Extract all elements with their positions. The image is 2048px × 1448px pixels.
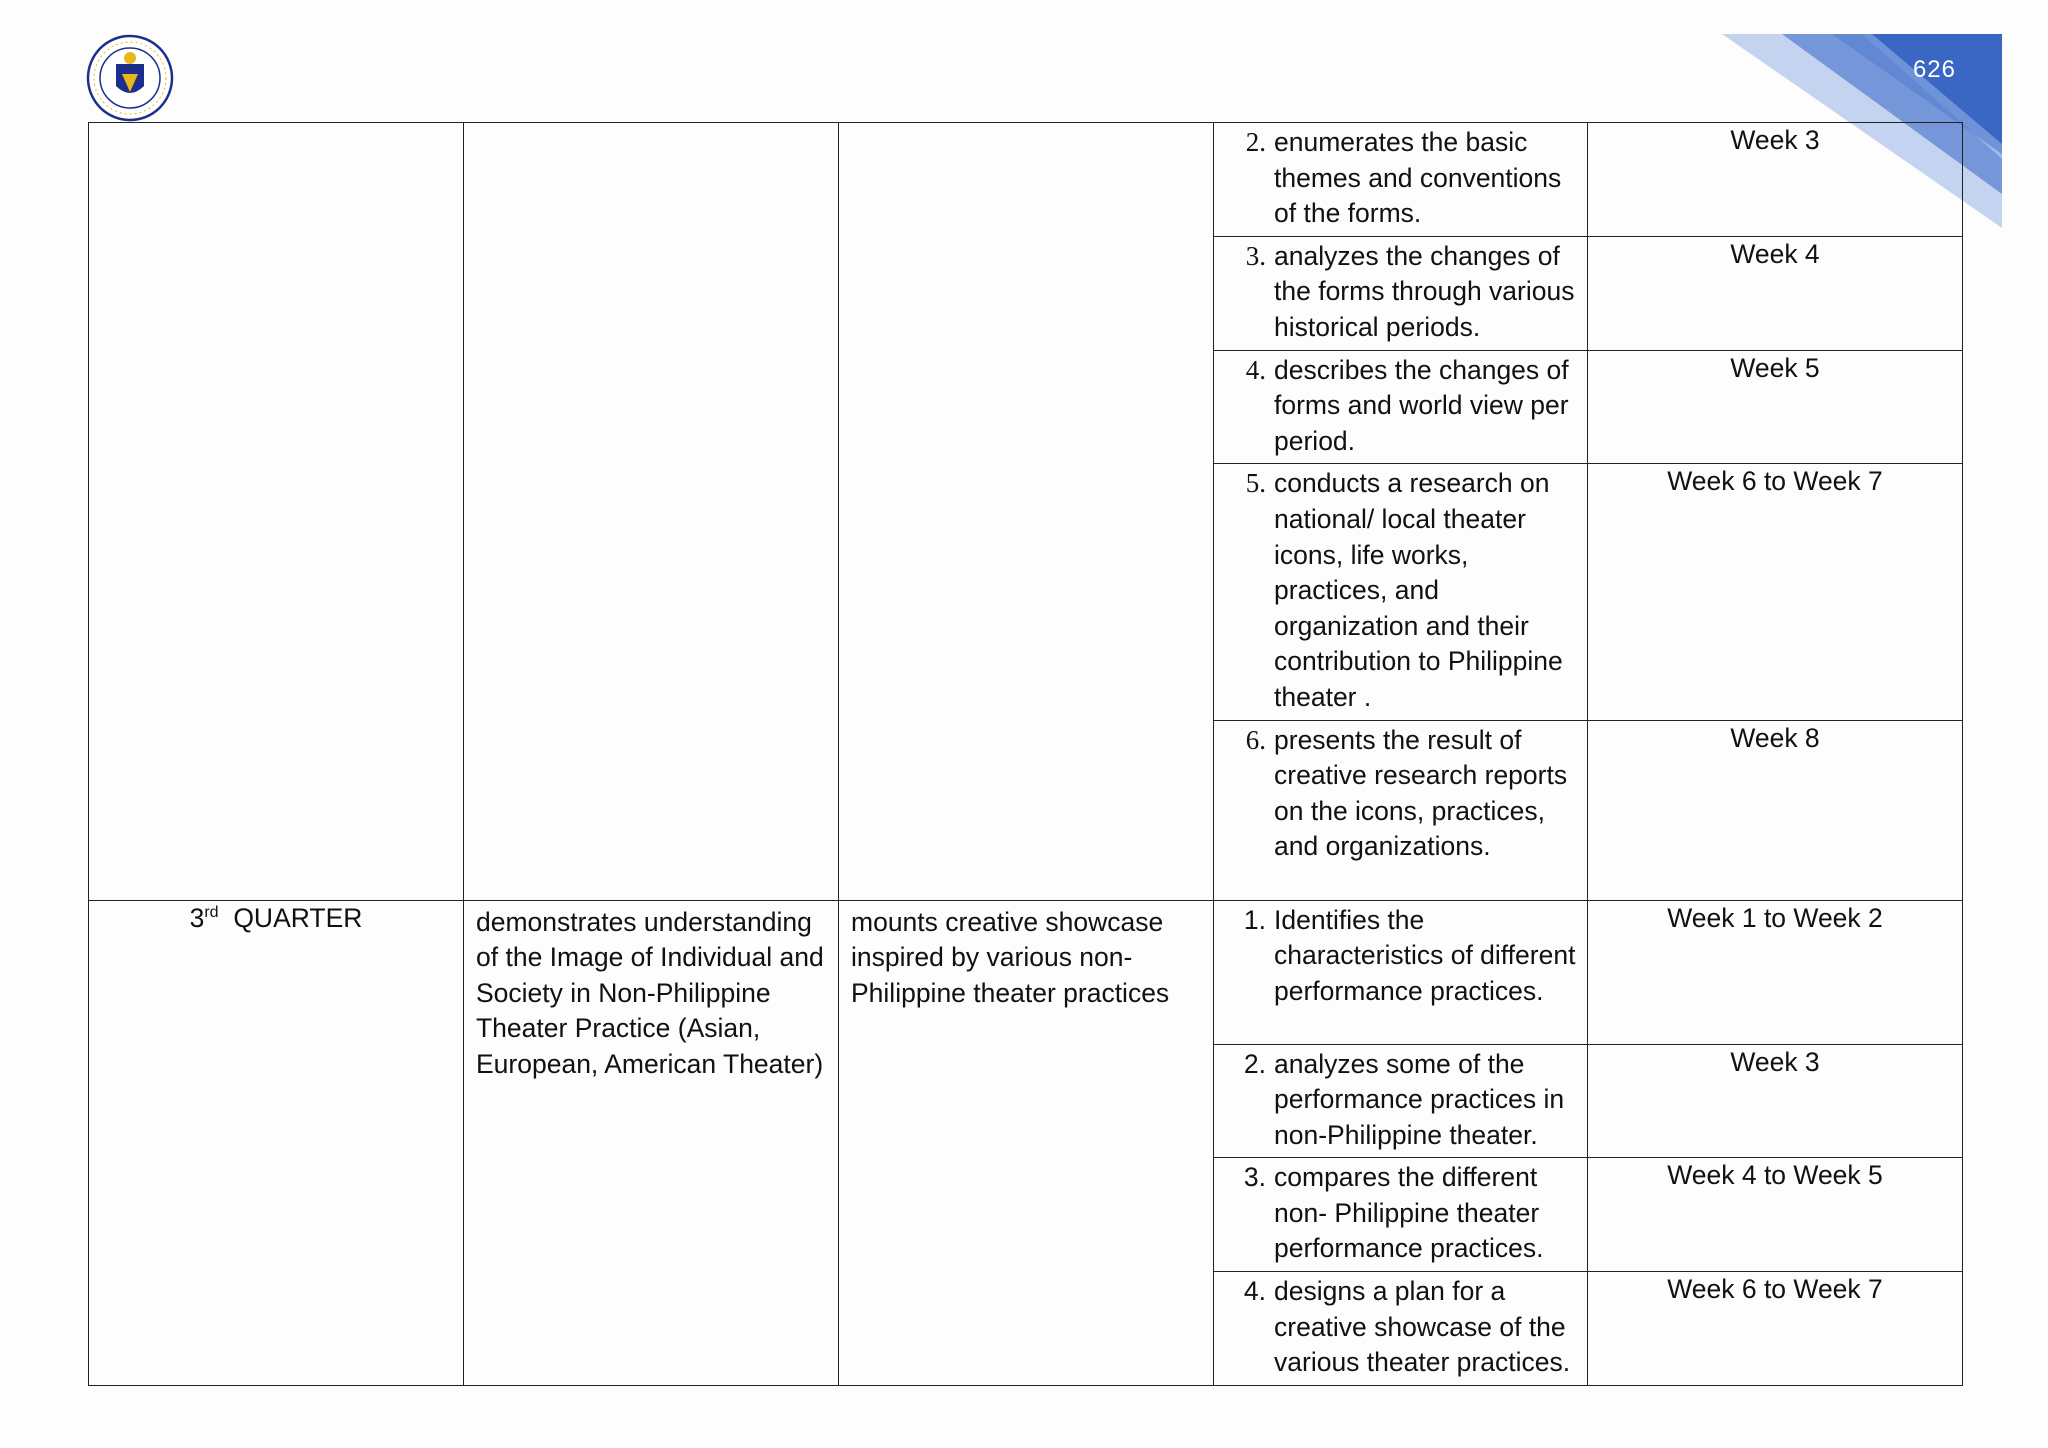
week-cell: Week 4 to Week 5: [1588, 1158, 1963, 1272]
curriculum-table: [88, 122, 1963, 1386]
competency-cell: [1214, 1158, 1588, 1272]
competency-text: analyzes the changes of the forms through various historical periods.: [1274, 240, 1575, 342]
competency-number: 2.: [1243, 1048, 1266, 1079]
quarter-suffix: rd: [204, 903, 219, 921]
page-number: 626: [1912, 56, 1956, 83]
competency-number: 4.: [1245, 354, 1266, 385]
content-standard-cell: [464, 900, 839, 1385]
table-row: [89, 900, 1963, 1044]
week-cell: Week 6 to Week 7: [1588, 464, 1963, 720]
week-cell: Week 1 to Week 2: [1588, 900, 1963, 1044]
competency-cell: [1214, 350, 1588, 464]
competency-cell: [1214, 123, 1588, 237]
competency-cell: [1214, 1044, 1588, 1158]
competency-number: 3.: [1245, 240, 1266, 271]
performance-standard-cell: [839, 123, 1214, 901]
competency-cell: [1214, 900, 1588, 1044]
competency-text: enumerates the basic themes and conventions of the forms.: [1274, 127, 1562, 229]
table-row: [89, 123, 1963, 237]
week-cell: Week 5: [1588, 350, 1963, 464]
competency-cell: [1214, 464, 1588, 720]
competency-text: designs a plan for a creative showcase of the various theater practices.: [1274, 1276, 1571, 1378]
quarter-word: QUARTER: [233, 902, 363, 933]
competency-cell: [1214, 1272, 1588, 1386]
competency-text: describes the changes of forms and world view per period.: [1274, 354, 1569, 456]
performance-standard-cell: [839, 900, 1214, 1385]
competency-text: conducts a research on national/ local theater icons, life works, practices, and organization and their contribution to Philippine theater .: [1274, 468, 1563, 712]
content-standard-text: demonstrates understanding of the Image of Individual and Society in Non-Philippine Theater Practice (Asian, European, American Theater): [476, 906, 824, 1079]
week-cell: Week 8: [1588, 720, 1963, 900]
quarter-cell: [89, 123, 464, 901]
week-cell: Week 4: [1588, 236, 1963, 350]
content-standard-cell: [464, 123, 839, 901]
quarter-cell: [89, 900, 464, 1385]
competency-number: 3.: [1243, 1162, 1266, 1193]
competency-text: compares the different non- Philippine theater performance practices.: [1274, 1162, 1544, 1264]
week-cell: Week 3: [1588, 123, 1963, 237]
competency-number: 2.: [1245, 127, 1266, 157]
week-cell: Week 6 to Week 7: [1588, 1272, 1963, 1386]
performance-standard-text: mounts creative showcase inspired by various non-Philippine theater practices: [851, 906, 1170, 1008]
competency-number: 1.: [1243, 904, 1266, 935]
deped-seal-logo: [86, 34, 174, 122]
competency-text: analyzes some of the performance practices in non-Philippine theater.: [1274, 1048, 1565, 1150]
competency-text: Identifies the characteristics of different performance practices.: [1274, 904, 1576, 1006]
competency-cell: [1214, 236, 1588, 350]
week-cell: Week 3: [1588, 1044, 1963, 1158]
competency-number: 4.: [1243, 1276, 1266, 1307]
competency-number: 5.: [1245, 468, 1266, 499]
quarter-ordinal: 3: [189, 902, 205, 933]
competency-number: 6.: [1245, 724, 1266, 755]
competency-text: presents the result of creative research reports on the icons, practices, and organizations.: [1274, 724, 1568, 862]
competency-cell: [1214, 720, 1588, 900]
